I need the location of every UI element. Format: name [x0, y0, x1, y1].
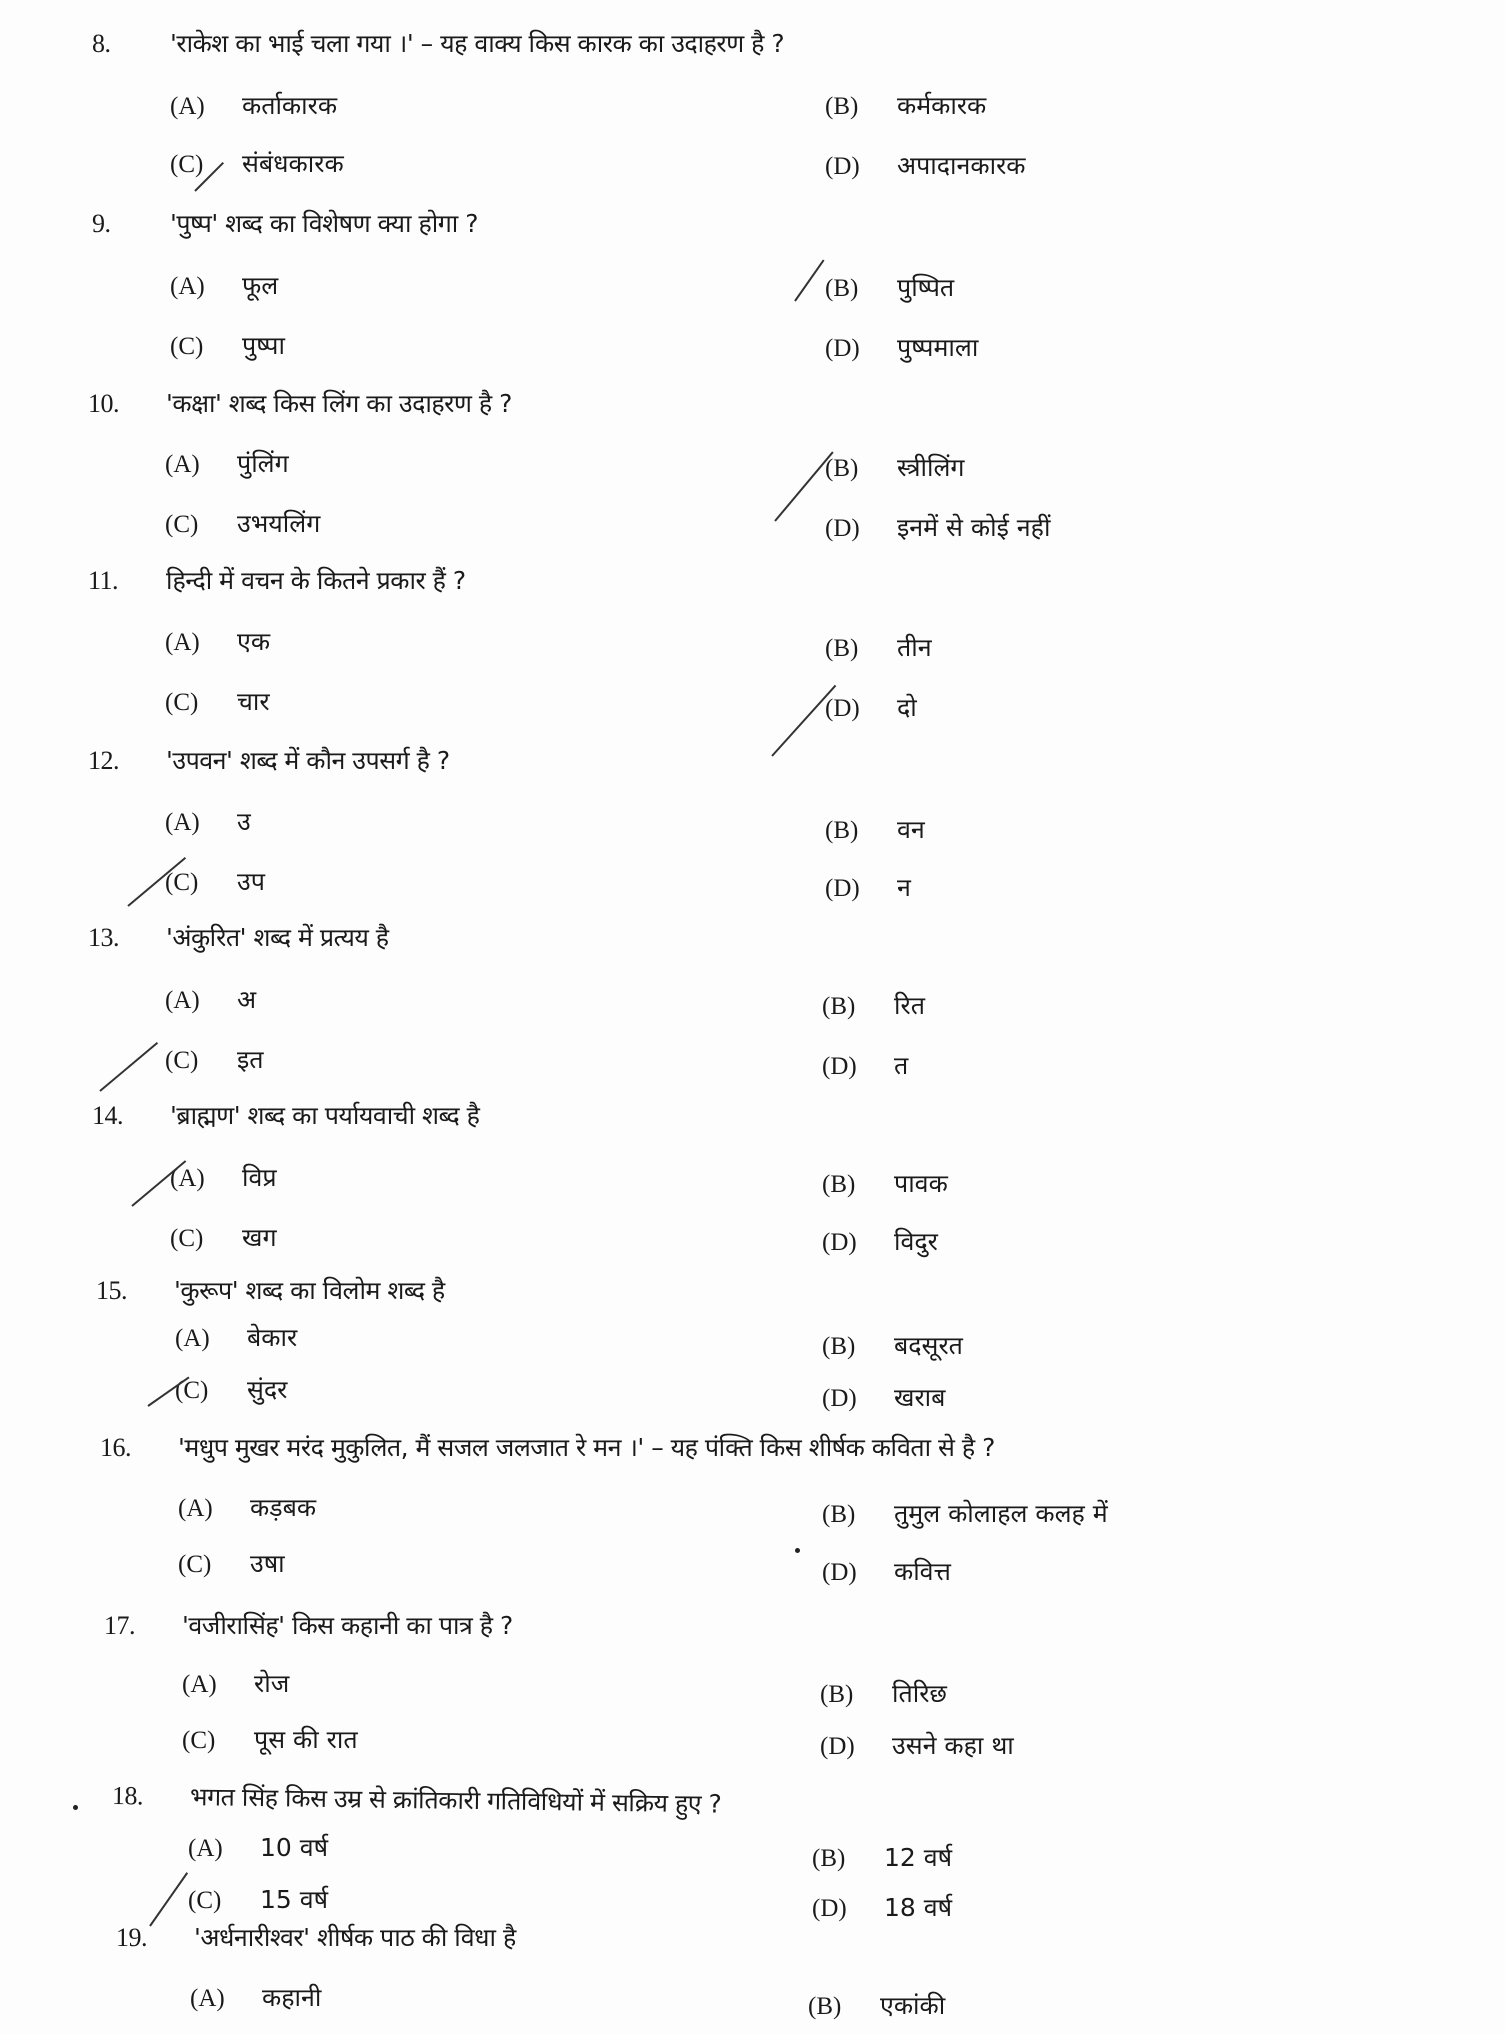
option-8-a: (A) कर्ताकारक: [170, 91, 338, 120]
option-13-d: (D) त: [822, 1051, 909, 1080]
option-8-b: (B) कर्मकारक: [825, 91, 987, 120]
option-13-c: (C) इत: [165, 1045, 264, 1074]
question-14: 14. 'ब्राह्मण' शब्द का पर्यायवाची शब्द है: [92, 1101, 480, 1130]
option-10-c: (C) उभयलिंग: [165, 509, 321, 538]
option-18-d: (D) 18 वर्ष: [812, 1893, 953, 1922]
option-18-b: (B) 12 वर्ष: [812, 1843, 953, 1872]
option-19-b: (B) एकांकी: [808, 1991, 946, 2020]
question-17: 17. 'वजीरासिंह' किस कहानी का पात्र है ?: [104, 1611, 513, 1640]
option-15-d: (D) खराब: [822, 1383, 946, 1412]
option-19-a: (A) कहानी: [190, 1983, 322, 2012]
option-14-a: (A) विप्र: [170, 1163, 277, 1192]
question-16: 16. 'मधुप मुखर मरंद मुकुलित, मैं सजल जलजात रे मन ।' – यह पंक्ति किस शीर्षक कविता से है ?: [100, 1433, 995, 1462]
option-11-a: (A) एक: [165, 627, 271, 656]
option-15-c: (C) सुंदर: [175, 1375, 288, 1404]
question-15: 15. 'कुरूप' शब्द का विलोम शब्द है: [96, 1276, 445, 1305]
question-18: 18. भगत सिंह किस उम्र से क्रांतिकारी गतिविधियों में सक्रिय हुए ?: [111, 1781, 722, 1819]
option-14-d: (D) विदुर: [822, 1227, 938, 1256]
option-9-b: (B) पुष्पित: [825, 273, 955, 302]
option-13-b: (B) रित: [822, 991, 925, 1020]
option-16-d: (D) कवित्त: [822, 1557, 951, 1586]
option-9-a: (A) फूल: [170, 271, 279, 300]
pen-tick-mark: [149, 1872, 188, 1926]
option-16-c: (C) उषा: [178, 1549, 285, 1578]
option-14-c: (C) खग: [170, 1223, 277, 1252]
question-11: 11. हिन्दी में वचन के कितने प्रकार हैं ?: [88, 566, 466, 595]
question-8: [92, 28, 784, 60]
option-16-b: (B) तुमुल कोलाहल कलह में: [822, 1499, 1108, 1528]
option-16-a: (A) कड़बक: [178, 1493, 317, 1522]
option-10-a: (A) पुंलिंग: [165, 449, 289, 478]
option-14-b: (B) पावक: [822, 1169, 948, 1198]
pen-mark: [795, 1548, 800, 1553]
option-12-b: (B) वन: [825, 815, 925, 844]
question-13: 13. 'अंकुरित' शब्द में प्रत्यय है: [88, 923, 389, 952]
option-18-c: (C) 15 वर्ष: [188, 1885, 329, 1914]
option-17-c: (C) पूस की रात: [182, 1725, 358, 1754]
question-number: 8.: [92, 29, 111, 58]
stray-mark: [73, 1805, 78, 1810]
option-8-c: (C) संबंधकारक: [170, 149, 344, 178]
question-12: 12. 'उपवन' शब्द में कौन उपसर्ग है ?: [88, 746, 450, 775]
option-10-d: (D) इनमें से कोई नहीं: [825, 513, 1051, 542]
pen-tick-mark: [99, 1042, 158, 1092]
option-10-b: (B) स्त्रीलिंग: [825, 453, 965, 482]
option-12-a: (A) उ: [165, 807, 251, 836]
option-8-d: (D) अपादानकारक: [825, 151, 1026, 180]
option-13-a: (A) अ: [165, 985, 257, 1014]
option-12-c: (C) उप: [165, 867, 265, 896]
option-17-b: (B) तिरिछ: [820, 1679, 947, 1708]
option-9-c: (C) पुष्पा: [170, 331, 285, 360]
question-19: 19. 'अर्धनारीश्वर' शीर्षक पाठ की विधा है: [116, 1923, 516, 1952]
option-11-d: (D) दो: [825, 693, 917, 722]
option-15-a: (A) बेकार: [175, 1323, 298, 1352]
option-11-b: (B) तीन: [825, 633, 932, 662]
question-10: 10. 'कक्षा' शब्द किस लिंग का उदाहरण है ?: [88, 389, 512, 418]
option-17-d: (D) उसने कहा था: [820, 1731, 1014, 1760]
pen-tick-mark: [794, 259, 824, 301]
option-17-a: (A) रोज: [182, 1669, 290, 1698]
question-text: 'राकेश का भाई चला गया ।' – यह वाक्य किस कारक का उदाहरण है ?: [170, 29, 785, 58]
option-12-d: (D) न: [825, 873, 911, 902]
option-18-a: (A) 10 वर्ष: [188, 1833, 329, 1862]
question-9: 9. 'पुष्प' शब्द का विशेषण क्या होगा ?: [92, 209, 478, 238]
option-11-c: (C) चार: [165, 687, 270, 716]
option-9-d: (D) पुष्पमाला: [825, 333, 979, 362]
option-15-b: (B) बदसूरत: [822, 1331, 963, 1360]
